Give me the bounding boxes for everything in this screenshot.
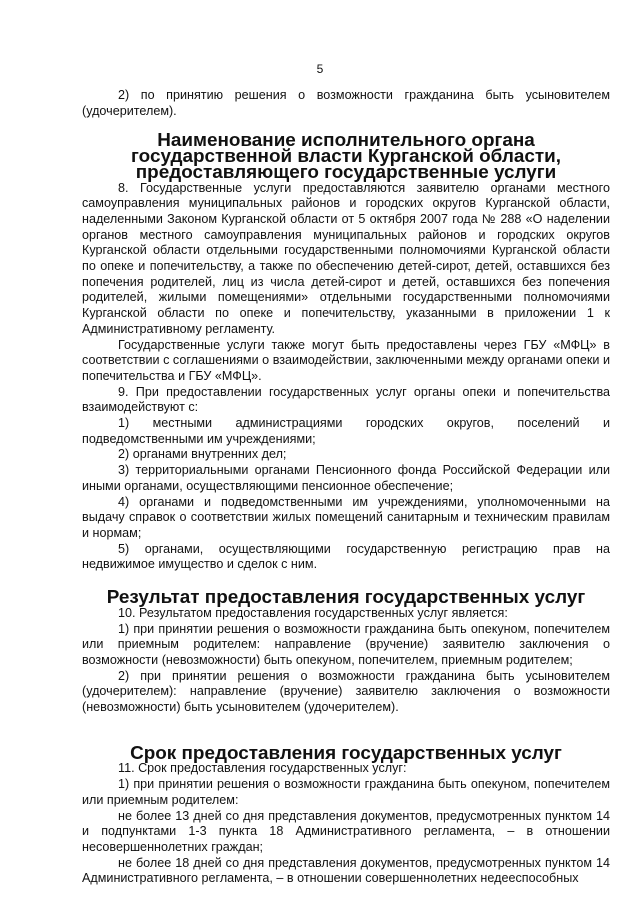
heading-result: Результат предоставления государственных услуг [106, 587, 586, 609]
paragraph-8: 8. Государственные услуги предоставляются заявителю органами местного самоуправления муниципальных районов и городских округов Курганской области, наделенными Законом Курганской области от 5 октября 2007 года № 288 «О наделении органов местного самоуправления муниципальных районов и городских округов Курганской области отдельными государственными полномочиями Курганской области по опеке и попечительству, а также по обеспечению детей-сирот, детей, оставшихся без попечения родителей, лиц из числа детей-сирот и детей, оставшихся без попечения родителей, жилыми помещениями» отдельными государственными полномочиями Курганской области по опеке и попечительству, указанными в приложении 1 к Административному регламенту. [82, 180, 610, 336]
paragraph-10-1: 1) при принятии решения о возможности гражданина быть опекуном, попечителем или приемным родителем: направление (вручение) заявителю заключения о возможности (невозможности) быть опекуном, попечителем, приемным родителем; [82, 621, 610, 667]
paragraph-11: 11. Срок предоставления государственных услуг: [118, 761, 407, 776]
paragraph-11-minors: не более 13 дней со дня представления документов, предусмотренных пунктом 14 и подпунктами 1-3 пункта 18 Административного регламента, – в отношении несовершеннолетних граждан; [82, 808, 610, 854]
paragraph-9-1: 1) местными администрациями городских округов, поселений и подведомственными им учреждениями; [82, 416, 610, 446]
paragraph-9: 9. При предоставлении государственных услуг органы опеки и попечительства взаимодействуют с: [82, 384, 610, 415]
paragraph-8-mfc: Государственные услуги также могут быть предоставлены через ГБУ «МФЦ» в соответствии с соглашениями о взаимодействии, заключенными между органами опеки и попечительства и ГБУ «МФЦ». [82, 337, 610, 383]
spacer [82, 716, 610, 746]
paragraph-10: 10. Результатом предоставления государственных услуг является: [118, 605, 508, 620]
document-body [82, 88, 610, 887]
page-number: 5 [316, 62, 324, 76]
paragraph-11-1: 1) при принятии решения о возможности гражданина быть опекуном, попечителем или приемным родителем: [82, 777, 610, 807]
paragraph-9-5: 5) органами, осуществляющими государственную регистрацию прав на недвижимое имущество и сделок с ним. [82, 541, 610, 572]
paragraph-9-4: 4) органами и подведомственными им учреждениями, уполномоченными на выдачу справок о соответствии жилых помещений санитарным и техническим правилам и нормам; [82, 494, 610, 540]
paragraph-10-2: 2) при принятии решения о возможности гражданина быть усыновителем (удочерителем): направление (вручение) заявителю заключения о возможности (невозможности) быть усыновителем (удочерителем). [82, 668, 610, 715]
paragraph-9-3: 3) территориальными органами Пенсионного фонда Российской Федерации или иными органами, осуществляющими пенсионное обеспечение; [82, 463, 610, 493]
heading-executive-body: Наименование исполнительного органа государственной власти Курганской области, предоставляющего государственные услуги [131, 130, 561, 183]
paragraph-11-adults: не более 18 дней со дня представления документов, предусмотренных пунктом 14 Административного регламента, – в отношении совершеннолетних недееспособных [82, 855, 610, 886]
paragraph-9-2: 2) органами внутренних дел; [118, 447, 287, 462]
paragraph-1-2: 2) по принятию решения о возможности гражданина быть усыновителем (удочерителем). [82, 88, 610, 118]
heading-term: Срок предоставления государственных услуг [130, 742, 562, 764]
